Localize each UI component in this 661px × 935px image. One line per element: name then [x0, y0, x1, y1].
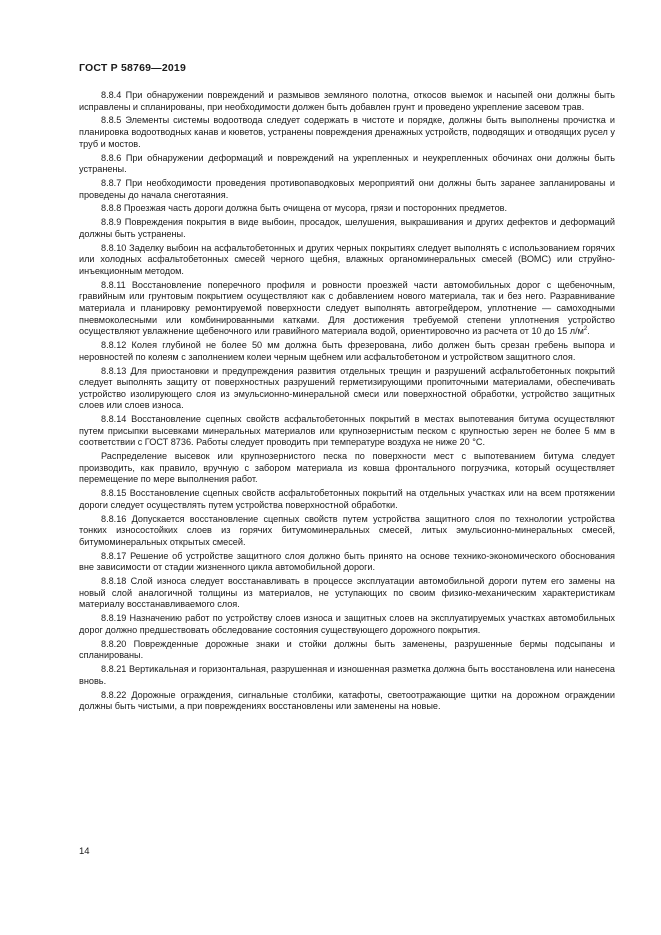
paragraph-8-8-11: [79, 280, 615, 338]
paragraph-8-8-18: 8.8.18 Слой износа следует восстанавливать в процессе эксплуатации автомобильной дороги путем его замены на новый слой аналогичной толщины из материалов, не уступающих по своим физико-механическим характеристикам материалу восстанавливаемого слоя.: [79, 576, 615, 610]
paragraph-8-8-8: 8.8.8 Проезжая часть дороги должна быть очищена от мусора, грязи и посторонних предметов.: [101, 203, 508, 214]
superscript-two: 2: [583, 326, 588, 333]
paragraph-8-8-15: 8.8.15 Восстановление сцепных свойств асфальтобетонных покрытий на отдельных участках или на всем протяжении дороги следует осуществлять путем устройства поверхностной обработки.: [79, 488, 615, 510]
paragraph-distribution: Распределение высевок или крупнозернистого песка по поверхности мест с выпотеванием битума следует производить, как правило, вручную с забором материала из ковша фронтального погрузчика, который осуществляет перемещение по мере выполнения работ.: [79, 451, 615, 485]
paragraph-8-8-19: 8.8.19 Назначению работ по устройству слоев износа и защитных слоев на эксплуатируемых участках автомобильных дорог должно предшествовать обследование состояния существующего дорожного покрытия.: [79, 613, 615, 635]
paragraph-8-8-16: 8.8.16 Допускается восстановление сцепных свойств путем устройства защитного слоя по технологии устройства тонких износостойких слоев из горячих битумоминеральных смесей, литых эмульсионно-минеральных смесей, битумоминеральных открытых смесей.: [79, 513, 615, 547]
paragraph-8-8-9: 8.8.9 Повреждения покрытия в виде выбоин, просадок, шелушения, выкрашивания и других дефектов и деформаций должны быть устранены.: [79, 217, 615, 239]
document-header: ГОСТ Р 58769—2019: [79, 62, 187, 74]
paragraph-8-8-7: 8.8.7 При необходимости проведения противопаводковых мероприятий они должны быть заранее запланированы и проведены до начала снеготаяния.: [79, 178, 615, 200]
paragraph-8-8-20: 8.8.20 Поврежденные дорожные знаки и стойки должны быть заменены, разрушенные бермы подсыпаны и спланированы.: [79, 638, 615, 661]
trailing-period: .: [587, 326, 590, 337]
paragraph-8-8-13: 8.8.13 Для приостановки и предупреждения развития отдельных трещин и разрушений асфальтобетонных покрытий следует выполнять защиту от поверхностных разрушений герметизирующими пропиточными материалами, обеспечивать устройство изолирующего слоя из эмульсионно-минеральной смеси или поверхностной обработки, устройство защитных слоев или слоев износа.: [79, 365, 615, 411]
paragraph-8-8-14: 8.8.14 Восстановление сцепных свойств асфальтобетонных покрытий в местах выпотевания битума осуществляют путем присыпки высевками минеральных материалов или крупнозернистым песком с крупностью зерен не более 5 мм в соответствии с ГОСТ 8736. Работы следует проводить при температуре воздуха не ниже 20 °С.: [79, 414, 615, 448]
paragraph-8-8-17: 8.8.17 Решение об устройстве защитного слоя должно быть принято на основе технико-экономического обоснования вне зависимости от стадии жизненного цикла автомобильной дороги.: [79, 550, 615, 573]
page-number: 14: [79, 846, 90, 857]
paragraph-8-8-10: 8.8.10 Заделку выбоин на асфальтобетонных и других черных покрытиях следует выполнять с использованием горячих или холодных асфальтобетонных смесей черного щебня, влажных органоминеральных смесей (ВОМС) или струйно-инъекционным методом.: [79, 242, 615, 276]
document-body: [79, 90, 615, 715]
paragraph-8-8-22: 8.8.22 Дорожные ограждения, сигнальные столбики, катафоты, светоотражающие щитки на дорожном ограждении должны быть чистыми, а при повреждениях восстановлены или заменены на новые.: [79, 689, 615, 712]
paragraph-8-8-12: 8.8.12 Колея глубиной не более 50 мм должна быть фрезерована, либо должен быть срезан гребень выпора и неровностей по колеям с заполнением колеи черным щебнем или асфальтобетоном и устройством защитного слоя.: [79, 340, 615, 362]
paragraph-8-8-6: 8.8.6 При обнаружении деформаций и повреждений на укрепленных и неукрепленных обочинах они должны быть устранены.: [79, 152, 615, 175]
paragraph-8-8-5: 8.8.5 Элементы системы водоотвода следует содержать в чистоте и порядке, должны быть выполнены прочистка и планировка водоотводных канав и кюветов, устранены повреждения дренажных устройств, подводящих и отводящих русел у труб и мостов.: [79, 115, 615, 149]
paragraph-8-8-11-text: 8.8.11 Восстановление поперечного профиля и ровности проезжей части автомобильных дорог с щебеночным, гравийным или грунтовым покрытием осуществляют как с добавлением нового материала, так и без него. Разравнивание материала и планировку ремонтируемой поверхности следует выполнять автогрейдером, уплотнение — самоходными пневмоколесными или комбинированными катками. Для достижения требуемой степени уплотнения устройство осуществляют увлажнение щебеночного или гравийного материала водой, ориентировочно из расчета от 10 до 15 л/м: [79, 279, 615, 337]
paragraph-8-8-4: 8.8.4 При обнаружении повреждений и размывов земляного полотна, откосов выемок и насыпей они должны быть исправлены и спланированы, при необходимости должен быть добавлен грунт и проведено укрепление засевом трав.: [79, 90, 615, 112]
paragraph-8-8-21: 8.8.21 Вертикальная и горизонтальная, разрушенная и изношенная разметка должна быть восстановлена или нанесена вновь.: [79, 664, 615, 686]
